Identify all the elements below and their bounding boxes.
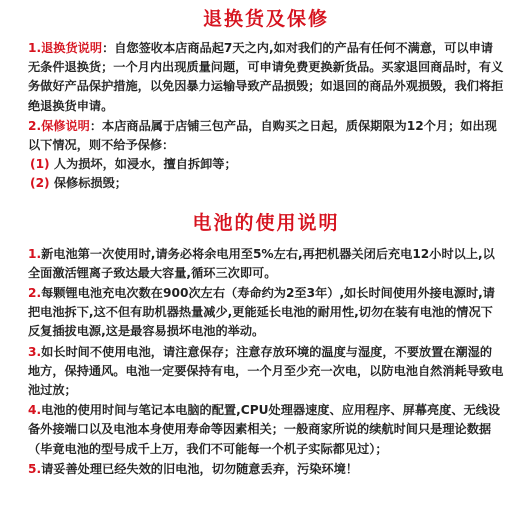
- returns-label: 退换货说明: [41, 41, 103, 55]
- battery-paragraph: [28, 284, 504, 342]
- returns-warranty-title: 退换货及保修: [202, 8, 329, 30]
- returns-text: ：自您签收本店商品起7天之内,如对我们的产品有任何不满意，可以申请无条件退换货；一个月内出现质量问题，可申请免费更换新货品。买家退回商品时，有义务做好产品保护措施，以免因暴力运输导致产品损毁；如退回的商品外观损毁，我们将拒绝退换货申请。: [28, 41, 504, 113]
- battery-paragraph: [28, 401, 504, 459]
- exclusion-number: (1): [30, 157, 50, 172]
- warranty-label: 保修说明: [41, 118, 90, 133]
- battery-paragraph-number: 4.: [28, 403, 42, 418]
- battery-paragraph-text: 每颗锂电池充电次数在900次左右（寿命约为2至3年）,如长时间使用外接电源时,请把电池拆下,这不但有助机器热量减少,更能延长电池的耐用性,切勿在装有电池的情况下反复插拔电源,这是最容易损坏电池的举动。: [28, 286, 495, 339]
- battery-paragraph-text: 如长时间不使用电池，请注意保存；注意存放环境的温度与湿度，不要放置在潮湿的地方，保持通风。电池一定要保持有电，一个月至少充一次电，以防电池自然消耗导致电池过放；: [28, 344, 504, 398]
- battery-paragraph-number: 2.: [28, 286, 42, 301]
- battery-paragraph-text: 请妥善处理已经失效的旧电池，切勿随意丢弃，污染环境！: [41, 461, 358, 476]
- warranty-paragraph: [28, 117, 504, 155]
- battery-paragraph-text: 电池的使用时间与笔记本电脑的配置,CPU处理器速度、应用程序、屏幕亮度、无线设备外接端口以及电池本身使用寿命等因素相关；一般商家所说的续航时间只是理论数据（毕竟电池的型号成千上万，我们不可能每一个机子实际都见过）；: [28, 403, 501, 456]
- warranty-exclusion-item: [28, 174, 504, 193]
- battery-paragraph-text: 新电池第一次使用时,请务必将余电用至5%左右,再把机器关闭后充电12小时以上,以全面激活锂离子致达最大容量,循环三次即可。: [28, 246, 495, 280]
- warranty-number: 2.: [28, 118, 42, 133]
- battery-paragraph-number: 3.: [28, 344, 42, 359]
- battery-paragraph-number: 5.: [28, 461, 42, 476]
- warranty-text: ：本店商品属于店铺三包产品，自购买之日起，质保期限为12个月；如出现以下情况，则不给予保修：: [28, 118, 497, 153]
- returns-paragraph: [28, 39, 504, 116]
- battery-paragraph: [28, 343, 504, 401]
- exclusion-number: (2): [30, 176, 50, 191]
- battery-paragraph: [28, 460, 504, 479]
- warranty-exclusion-item: [28, 155, 504, 174]
- battery-paragraph: [28, 245, 504, 283]
- battery-paragraph-number: 1.: [28, 246, 42, 261]
- battery-usage-title: 电池的使用说明: [192, 211, 340, 234]
- exclusion-text: 保修标损毁；: [53, 176, 127, 191]
- returns-number: 1.: [28, 41, 42, 55]
- exclusion-text: 人为损坏，如浸水，擅自拆卸等；: [53, 157, 237, 172]
